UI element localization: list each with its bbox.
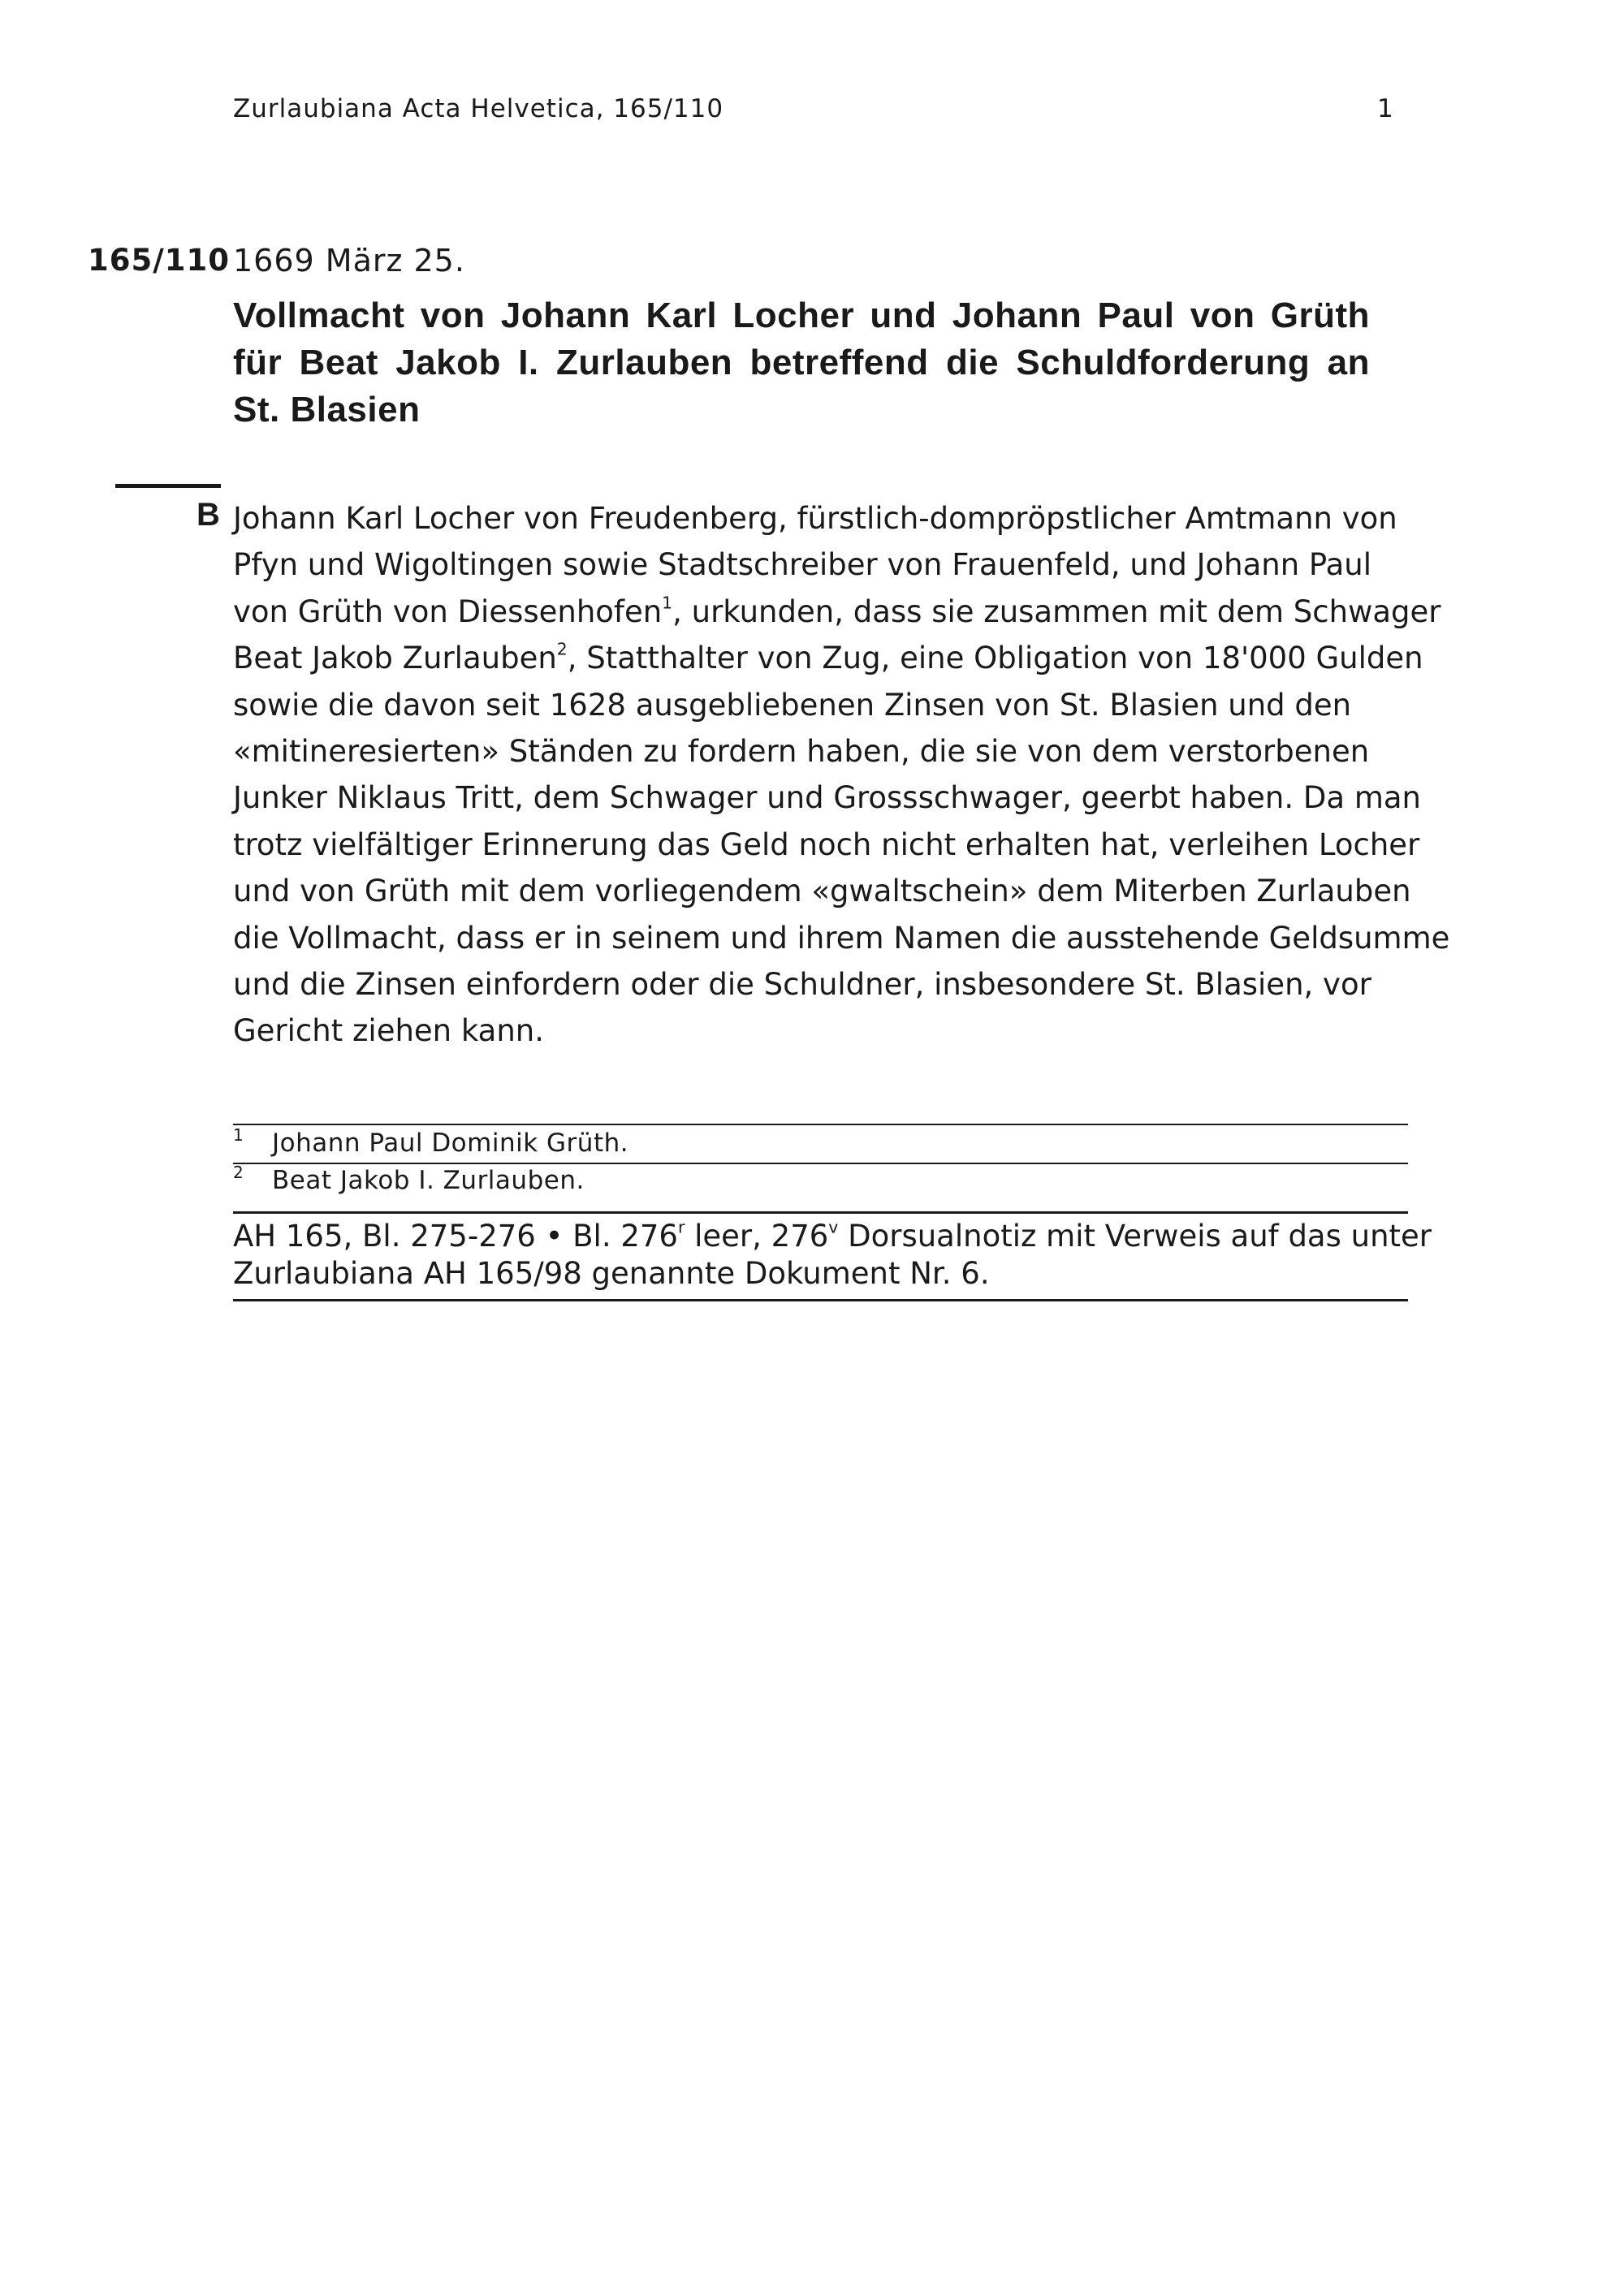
regest-line-text: und die Zinsen einfordern oder die Schuldner, insbesondere St. Blasien, vor	[233, 967, 1371, 1003]
running-title: Zurlaubiana Acta Helvetica, 165/110	[233, 94, 724, 123]
regest-line	[233, 495, 1402, 542]
regest-line	[233, 635, 1423, 681]
footnote-rule-top	[233, 1124, 1408, 1125]
title-line: St. Blasien	[233, 390, 421, 429]
footnote-text: Beat Jakob I. Zurlauben.	[272, 1166, 585, 1195]
recto-mark: r	[677, 1217, 685, 1237]
archival-line: Zurlaubiana AH 165/98 genannte Dokument Nr. 6.	[233, 1256, 990, 1291]
regest-line-text: Johann Karl Locher von Freudenberg, fürstlich-domprӧpstlicher Amtmann von	[233, 501, 1397, 536]
regest-line-text: Beat Jakob Zurlauben	[233, 641, 557, 676]
regest-line	[233, 1008, 1402, 1054]
title-line: Vollmacht von Johann Karl Locher und Johann Paul von Grüth	[233, 296, 1370, 335]
archival-text: leer, 276	[685, 1219, 829, 1254]
regest-line-text: trotz vielfältiger Erinnerung das Geld noch nicht erhalten hat, verleihen Locher	[233, 826, 1420, 862]
regest-line	[233, 728, 1402, 775]
archival-text: Dorsualnotiz mit Verweis auf das unter	[838, 1219, 1432, 1254]
footnote-rule	[233, 1163, 1408, 1164]
regest-line	[233, 868, 1411, 914]
document-number: 165/110	[88, 243, 230, 278]
regest-line	[233, 822, 1420, 868]
regest-line-text: die Vollmacht, dass er in seinem und ihrem Namen die ausstehende Geldsumme	[233, 920, 1450, 956]
source-letter: B	[197, 497, 220, 533]
regest-line	[233, 961, 1402, 1008]
regest-line	[233, 775, 1421, 821]
regest-line-text: , urkunden, dass sie zusammen mit dem Schwager	[672, 593, 1441, 629]
footnote-mark: 1	[233, 1125, 244, 1145]
title-line: für Beat Jakob I. Zurlauben betreffend die Schuldforderung an	[233, 343, 1370, 382]
regest-line-text: sowie die davon seit 1628 ausgebliebenen Zinsen von St. Blasien und den	[233, 687, 1352, 723]
regest-line-text: und von Grüth mit dem vorliegendem «gwaltschein» dem Miterben Zurlauben	[233, 874, 1411, 909]
regest-line-text: «mitineresierten» Ständen zu fordern haben, die sie von dem verstorbenen	[233, 734, 1370, 770]
regest-line-text: Pfyn und Wigoltingen sowie Stadtschreiber von Frauenfeld, und Johann Paul	[233, 547, 1371, 583]
regest-text	[233, 495, 1450, 1055]
regest-line	[233, 915, 1450, 961]
footnote-reference[interactable]: 2	[556, 639, 568, 659]
footnote-reference[interactable]: 1	[662, 593, 673, 613]
archival-rule-bottom	[233, 1299, 1408, 1301]
regest-line	[233, 542, 1402, 588]
regest-line-text: von Grüth von Diessenhofen	[233, 593, 663, 629]
regest-line	[233, 682, 1402, 728]
document-date: 1669 März 25.	[233, 243, 465, 278]
document-title	[233, 292, 1370, 434]
archival-line	[233, 1217, 1432, 1255]
regest-line-text: Gericht ziehen kann.	[233, 1013, 544, 1049]
regest-line	[233, 589, 1441, 635]
footnote-text: Johann Paul Dominik Grüth.	[272, 1129, 629, 1158]
footnote-mark: 2	[233, 1163, 244, 1182]
verso-mark: v	[828, 1217, 839, 1237]
archival-text: AH 165, Bl. 275-276 • Bl. 276	[233, 1219, 678, 1254]
regest-line-text: , Statthalter von Zug, eine Obligation von 18'000 Gulden	[567, 641, 1423, 676]
margin-rule	[115, 484, 221, 488]
archival-rule-top	[233, 1211, 1408, 1214]
regest-line-text: Junker Niklaus Tritt, dem Schwager und Grossschwager, geerbt haben. Da man	[233, 780, 1421, 816]
archival-note	[233, 1217, 1432, 1293]
page-number: 1	[1377, 94, 1393, 123]
